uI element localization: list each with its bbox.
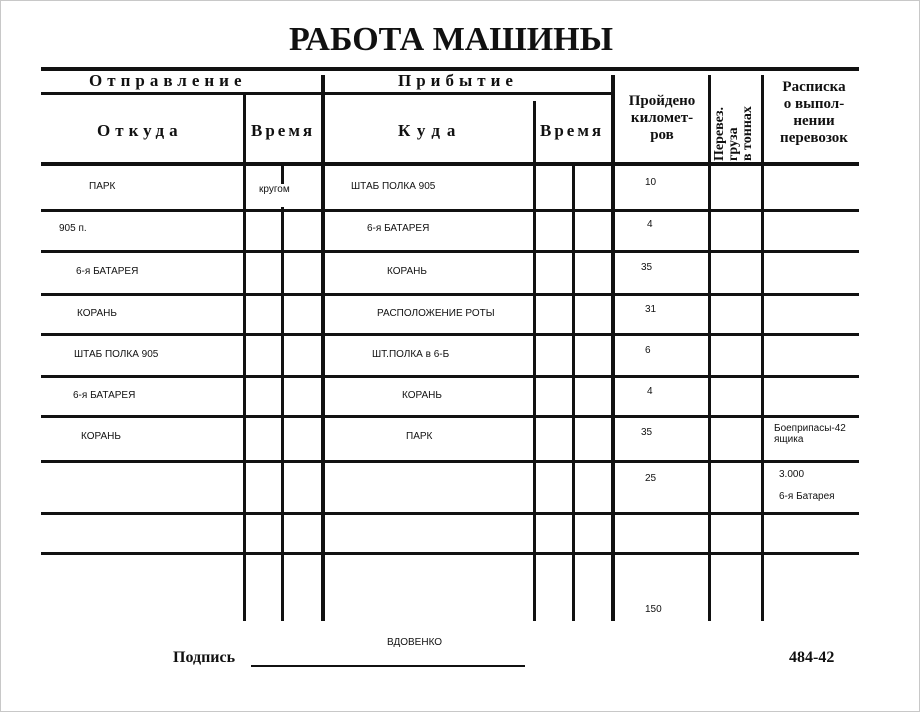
header-receipt-line: Расписка	[782, 79, 846, 95]
col-divider	[533, 101, 536, 621]
header-receipt-line: перевозок	[780, 130, 848, 146]
row-rule	[41, 333, 859, 336]
header-km-line: ров	[650, 127, 674, 143]
cell-to: ШТАБ ПОЛКА 905	[351, 181, 436, 192]
row-rule	[41, 460, 859, 463]
header-arrival: Прибытие	[398, 71, 518, 90]
signature-name: ВДОВЕНКО	[387, 637, 443, 648]
cell-to: ПАРК	[406, 431, 433, 442]
row-rule	[41, 512, 859, 515]
signature-line	[251, 665, 525, 667]
header-receipt-line: нении	[793, 113, 835, 129]
col-divider	[281, 207, 284, 621]
cell-from: 905 п.	[59, 223, 87, 234]
cell-to: КОРАНЬ	[387, 266, 427, 277]
cell-receipt: Боеприпасы-42 ящика	[774, 423, 846, 445]
row-rule	[41, 552, 859, 555]
header-km-line: Пройдено	[628, 93, 696, 109]
header-cargo-line: Перевез.	[712, 106, 727, 161]
cell-km: 4	[647, 219, 653, 230]
col-divider	[708, 75, 711, 621]
cell-from: КОРАНЬ	[81, 431, 121, 442]
form-number: 484-42	[789, 649, 835, 666]
cell-km: 10	[645, 177, 657, 188]
cell-from: 6-я БАТАРЕЯ	[73, 390, 136, 401]
row-rule	[41, 375, 859, 378]
header-km-line: километ-	[630, 110, 694, 126]
cell-from: КОРАНЬ	[77, 308, 117, 319]
cell-receipt-2: 6-я Батарея	[779, 491, 835, 502]
signature-label: Подпись	[173, 649, 236, 666]
cell-to: ШТ.ПОЛКА в 6-Б	[372, 349, 450, 360]
cell-to: РАСПОЛОЖЕНИЕ РОТЫ	[377, 308, 495, 319]
col-divider	[321, 75, 325, 621]
cell-from: ШТАБ ПОЛКА 905	[74, 349, 159, 360]
col-divider	[761, 75, 764, 621]
header-to: Куда	[398, 121, 463, 140]
header-receipt-line: о выпол-	[783, 96, 845, 112]
cell-receipt: 3.000	[779, 469, 805, 480]
col-divider	[243, 94, 246, 621]
header-time-arrival: Время	[540, 121, 605, 140]
row-rule	[41, 293, 859, 296]
cell-km: 35	[641, 262, 653, 273]
header-bottom-rule	[41, 162, 859, 166]
row-rule	[41, 209, 859, 212]
cell-to: 6-я БАТАРЕЯ	[367, 223, 430, 234]
col-divider	[611, 75, 615, 621]
cell-to: КОРАНЬ	[402, 390, 442, 401]
row-rule	[41, 415, 859, 418]
cell-from: 6-я БАТАРЕЯ	[76, 266, 139, 277]
header-cargo-line: груза	[726, 127, 741, 161]
header-receipt	[764, 79, 864, 147]
header-cargo-line: в тоннах	[740, 106, 755, 161]
cell-km: 31	[645, 304, 657, 315]
header-from: Откуда	[97, 121, 183, 140]
subheader-rule	[41, 92, 613, 95]
cell-km: 6	[645, 345, 651, 356]
header-departure: Отправление	[89, 71, 247, 90]
cell-km: 4	[647, 386, 653, 397]
col-divider	[281, 164, 284, 184]
cell-from: ПАРК	[89, 181, 116, 192]
header-km	[615, 93, 709, 144]
cell-time: кругом	[259, 184, 290, 195]
total-km: 150	[645, 604, 662, 615]
cell-km: 25	[645, 473, 657, 484]
cell-km: 35	[641, 427, 653, 438]
page-title: РАБОТА МАШИНЫ	[289, 21, 613, 58]
row-rule	[41, 250, 859, 253]
header-cargo	[713, 106, 755, 161]
col-divider	[572, 164, 575, 621]
header-time-departure: Время	[251, 121, 316, 140]
